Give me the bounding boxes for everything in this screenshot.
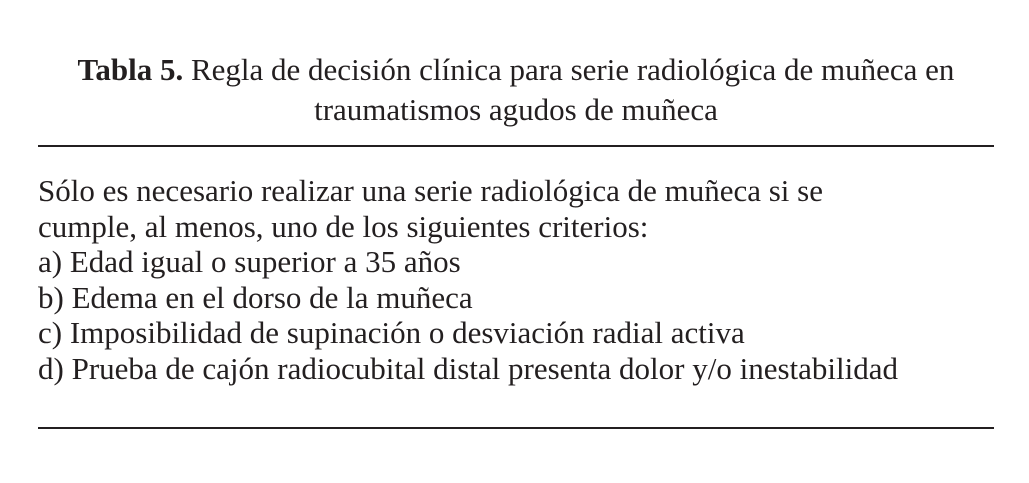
- intro-line-1: Sólo es necesario realizar una serie radiológica de muñeca si se: [38, 173, 823, 208]
- clinical-decision-table: [38, 0, 994, 483]
- intro-line-2: cumple, al menos, uno de los siguientes criterios:: [38, 208, 649, 244]
- table-caption: [38, 50, 994, 130]
- table-caption-label: Tabla 5.: [77, 52, 184, 87]
- table-body: [38, 173, 994, 386]
- table-caption-title: Regla de decisión clínica para serie radiológica de muñeca en traumatismos agudos de muñeca: [190, 52, 955, 127]
- bottom-rule: [38, 427, 994, 429]
- criterion-c: c) Imposibilidad de supinación o desviación radial activa: [38, 315, 745, 350]
- criterion-d: d) Prueba de cajón radiocubital distal presenta dolor y/o inestabilidad: [38, 350, 898, 386]
- top-rule: [38, 145, 994, 147]
- criterion-b: b) Edema en el dorso de la muñeca: [38, 279, 473, 315]
- criterion-a: a) Edad igual o superior a 35 años: [38, 244, 461, 279]
